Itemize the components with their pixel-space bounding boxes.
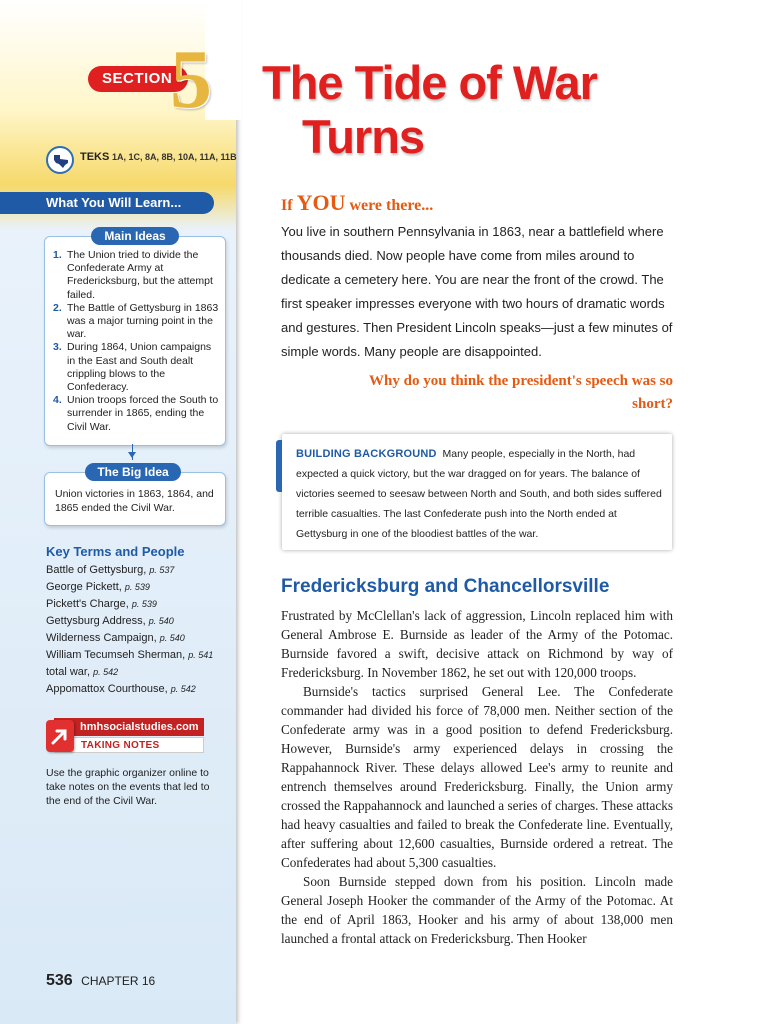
paragraph: Soon Burnside stepped down from his position. Lincoln made General Joseph Hooker the commander of the Army of the Potomac. At the end of April 1863, Hooker and his army of about 138,000 men launched a frontal attack on Fredericksburg. Then Hooker: [281, 874, 673, 946]
key-term-page: p. 540: [148, 616, 174, 626]
iyw-suffix: were there...: [349, 197, 434, 214]
list-item-number: 2.: [53, 301, 62, 314]
key-term-item: [46, 579, 236, 596]
key-term-page: p. 542: [93, 667, 119, 677]
key-term: total war,: [46, 666, 91, 678]
arrow-link-icon[interactable]: [46, 720, 74, 752]
taking-notes-text: Use the graphic organizer online to take notes on the events that led to the end of the Civil War.: [46, 767, 210, 807]
key-term-item: [46, 596, 236, 613]
title-line-1: The Tide of War: [262, 56, 597, 109]
key-term: Wilderness Campaign,: [46, 632, 157, 644]
key-term-item: [46, 562, 236, 579]
key-term-page: p. 539: [131, 599, 157, 609]
list-item-text: Union troops forced the South to surrender in 1865, ending the Civil War.: [67, 394, 219, 433]
paragraph: Burnside's tactics surprised General Lee. The Confederate commander had divided his force of 78,000 men. Neither section of the Confederate army was in a good position to defend Fredericksburg. However, Burnside's army experienced delays in crossing the Rappahannock River. These delays allowed Lee's army to reunite and entrench themselves around Fredericksburg. Finally, the Union army crossed the Rappahannock and launched a series of charges. These attacks had heavy casualties and failed to break the Confederate line. Eventually, after suffering about 12,600 casualties, Burnside ordered a retreat. The Confederates had about 5,300 casualties.: [281, 684, 673, 870]
key-term: George Pickett,: [46, 581, 122, 593]
key-term: Gettysburg Address,: [46, 615, 146, 627]
key-terms-list: [46, 562, 236, 698]
what-you-will-learn-banner: What You Will Learn...: [0, 192, 214, 214]
list-item-number: 3.: [53, 341, 62, 354]
iyw-you: YOU: [296, 190, 346, 215]
arrow-down-icon: [128, 452, 136, 458]
texas-icon: [46, 146, 74, 174]
teks-codes: 1A, 1C, 8A, 8B, 10A, 11A, 11B: [112, 152, 237, 162]
key-term-page: p. 540: [159, 633, 185, 643]
section-number: 5: [170, 33, 212, 126]
list-item-text: The Battle of Gettysburg in 1863 was a major turning point in the war.: [67, 301, 219, 341]
key-term-page: p. 542: [170, 684, 196, 694]
building-background-box: [282, 434, 672, 550]
main-ideas-box: [44, 229, 226, 446]
key-terms-title: Key Terms and People: [46, 544, 185, 559]
list-item-text: The Union tried to divide the Confederate Army at Fredericksburg, but the attempt failed.: [67, 249, 213, 301]
key-term-page: p. 541: [188, 650, 214, 660]
key-term: Pickett's Charge,: [46, 598, 129, 610]
hmh-taking-notes-banner[interactable]: [46, 718, 204, 756]
main-ideas-list: [53, 249, 219, 434]
section-heading: Fredericksburg and Chancellorsville: [281, 576, 610, 597]
chapter-label: CHAPTER 16: [81, 974, 156, 988]
list-item-number: 1.: [53, 249, 62, 261]
title-line-2: Turns: [302, 110, 425, 163]
body-text: [281, 606, 673, 948]
list-item: [53, 302, 219, 342]
list-item: [53, 249, 219, 302]
section-badge: SECTION: [88, 66, 188, 92]
big-idea-text: Union victories in 1863, 1864, and 1865 ended the Civil War.: [55, 488, 214, 514]
list-item-number: 4.: [53, 394, 62, 407]
key-term-item: [46, 664, 236, 681]
big-idea-title: The Big Idea: [85, 463, 181, 481]
list-item-text: During 1864, Union campaigns in the East and South dealt crippling blows to the Confederacy.: [67, 341, 212, 394]
page-title: [262, 56, 682, 164]
big-idea-box: [44, 465, 226, 526]
key-term-item: [46, 681, 236, 698]
if-you-were-there-heading: [281, 190, 433, 216]
building-background-text: [296, 444, 662, 544]
page-footer: [46, 972, 155, 990]
list-item: [53, 341, 219, 394]
paragraph: Frustrated by McClellan's lack of aggression, Lincoln replaced him with General Ambrose E. Burnside as leader of the Army of the Potomac. Burnside favored a swift, decisive attack on Richmond by way of Fredericksburg. In November 1862, he set out with 120,000 troops.: [281, 608, 673, 680]
building-background-heading: BUILDING BACKGROUND: [296, 448, 437, 460]
if-you-were-there-question: Why do you think the president's speech was so short?: [369, 373, 673, 412]
teks-row: [46, 146, 236, 176]
hmh-site-link[interactable]: hmhsocialstudies.com: [54, 718, 204, 736]
key-term-item: [46, 630, 236, 647]
if-you-were-there-body: You live in southern Pennsylvania in 1863, near a battlefield where thousands died. Now people have come from miles around to dedicate a cemetery here. You are near the front of the crowd. The first speaker impresses everyone with two hours of dramatic words and gestures. Then President Lincoln speaks—just a few minutes of simple words. Many people are disappointed.: [281, 224, 673, 359]
iyw-prefix: If: [281, 197, 293, 214]
key-term: William Tecumseh Sherman,: [46, 649, 186, 661]
key-term-page: p. 537: [149, 565, 175, 575]
page-number: 536: [46, 972, 73, 989]
list-item: [53, 394, 219, 434]
key-term-item: [46, 613, 236, 630]
key-term: Battle of Gettysburg,: [46, 564, 147, 576]
taking-notes-label: TAKING NOTES: [54, 737, 204, 753]
building-background-body: Many people, especially in the North, had expected a quick victory, but the war dragged on for years. The balance of victories seemed to seesaw between North and South, and both sides suffered terrible casualties. The last Confederate push into the North ended at Gettysburg in one of the bloodiest battles of the war.: [296, 448, 662, 540]
key-term: Appomattox Courthouse,: [46, 683, 168, 695]
key-term-page: p. 539: [124, 582, 150, 592]
teks-label: TEKS: [80, 151, 110, 163]
main-ideas-title: Main Ideas: [91, 227, 179, 245]
key-term-item: [46, 647, 236, 664]
building-background-accent: [276, 440, 282, 492]
